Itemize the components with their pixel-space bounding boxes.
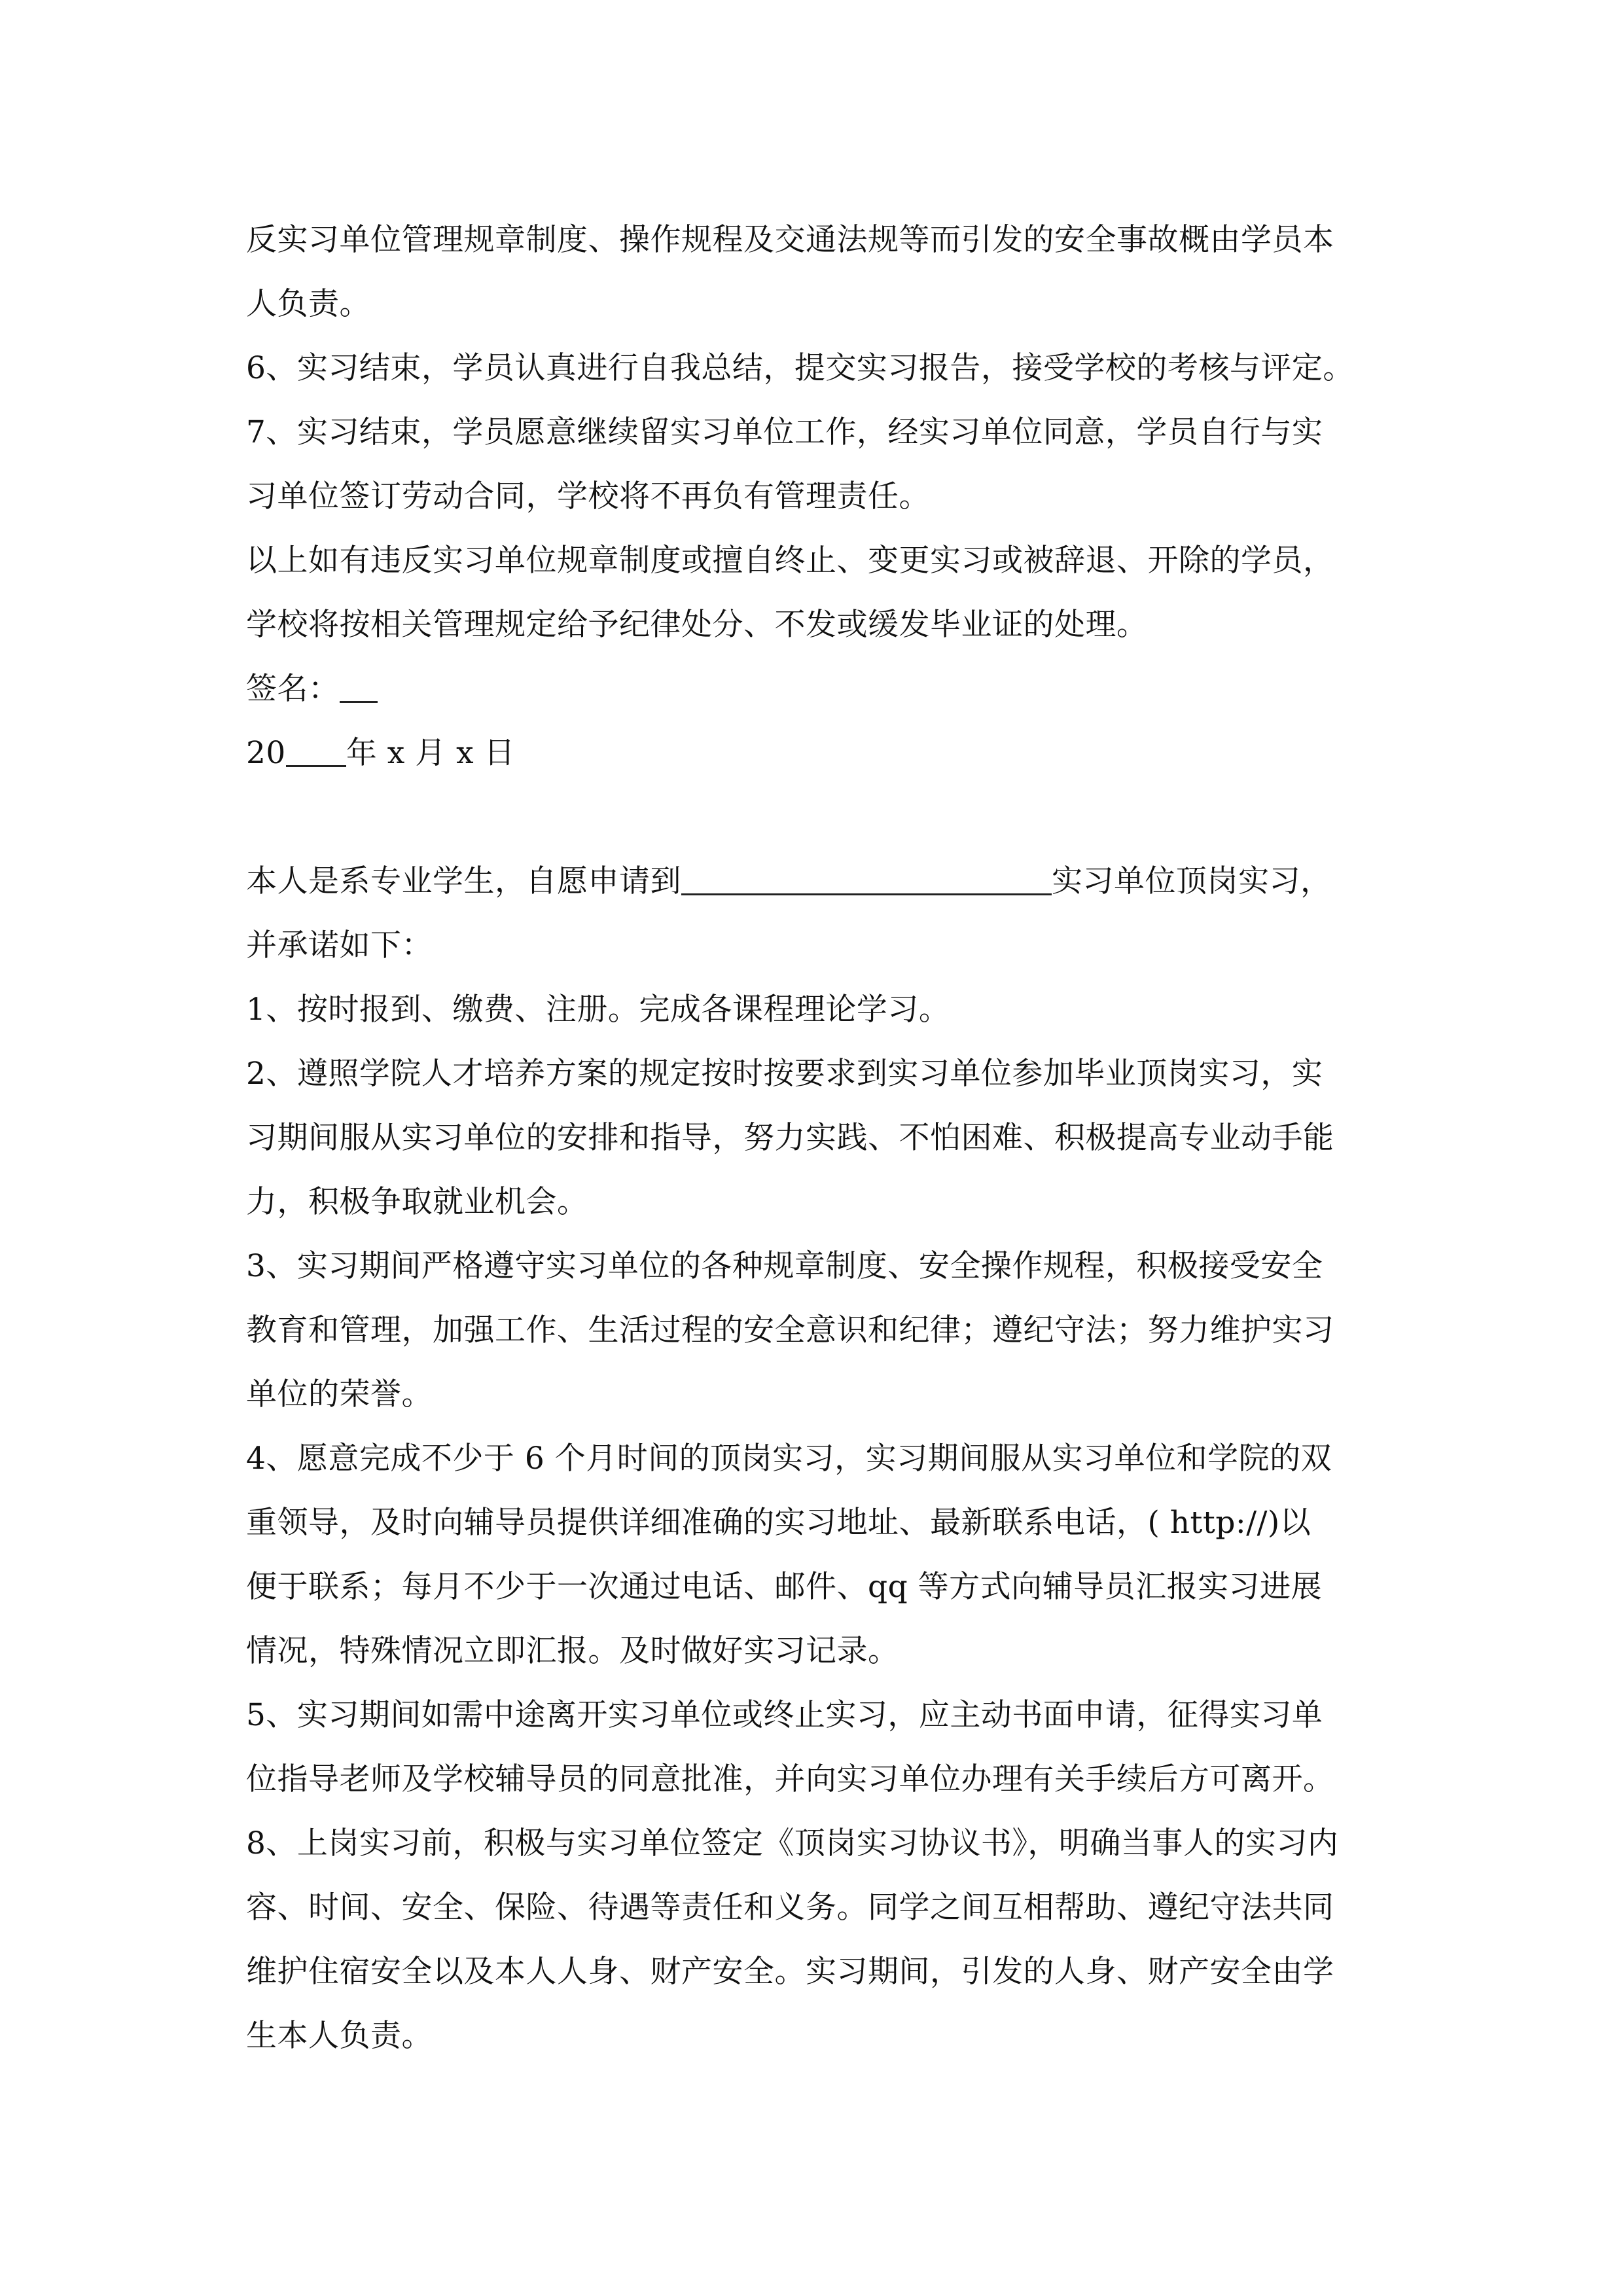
paragraph-line: 情况，特殊情况立即汇报。及时做好实习记录。 [246, 1633, 899, 1669]
paragraph-line: 6、实习结束，学员认真进行自我总结，提交实习报告，接受学校的考核与评定。 [246, 350, 1354, 386]
paragraph-line: 重领导，及时向辅导员提供详细准确的实习地址、最新联系电话，( http://)以 [246, 1505, 1311, 1541]
signature-line [246, 657, 1398, 721]
paragraph-line: 4、愿意完成不少于 6 个月时间的顶岗实习，实习期间服从实习单位和学院的双 [246, 1441, 1332, 1477]
paragraph-line: 5、实习期间如需中途离开实习单位或终止实习，应主动书面申请，征得实习单 [246, 1697, 1323, 1733]
paragraph-line: 7、实习结束，学员愿意继续留实习单位工作，经实习单位同意，学员自行与实 [246, 414, 1323, 450]
paragraph-line: 1、按时报到、缴费、注册。完成各课程理论学习。 [246, 992, 950, 1028]
paragraph-line: 3、实习期间严格遵守实习单位的各种规章制度、安全操作规程，积极接受安全 [246, 1248, 1323, 1284]
paragraph-line: 习单位签订劳动合同，学校将不再负有管理责任。 [246, 478, 930, 514]
year-blank[interactable] [286, 726, 346, 767]
intro-text-before: 本人是系专业学生，自愿申请到 [246, 863, 681, 899]
intro-text-after: 实习单位顶岗实习， [1052, 863, 1332, 899]
paragraph-line: 反实习单位管理规章制度、操作规程及交通法规等而引发的安全事故概由学员本 [246, 222, 1334, 258]
paragraph-line: 学校将按相关管理规定给予纪律处分、不发或缓发毕业证的处理。 [246, 607, 1148, 643]
paragraph-line: 便于联系；每月不少于一次通过电话、邮件、qq 等方式向辅导员汇报实习进展 [246, 1569, 1323, 1605]
date-line [246, 721, 1398, 785]
section-gap [246, 785, 1398, 850]
internship-unit-blank[interactable] [681, 854, 1052, 895]
paragraph-line: 生本人负责。 [246, 2018, 433, 2054]
date-prefix: 20 [246, 735, 286, 771]
intro-line [246, 850, 1398, 914]
paragraph-line: 人负责。 [246, 286, 370, 322]
paragraph-line: 教育和管理，加强工作、生活过程的安全意识和纪律；遵纪守法；努力维护实习 [246, 1312, 1334, 1348]
paragraph-line: 单位的荣誉。 [246, 1376, 433, 1412]
paragraph-line: 习期间服从实习单位的安排和指导，努力实践、不怕困难、积极提高专业动手能 [246, 1120, 1334, 1156]
paragraph-line: 以上如有违反实习单位规章制度或擅自终止、变更实习或被辞退、开除的学员， [246, 543, 1334, 579]
paragraph-line: 力，积极争取就业机会。 [246, 1184, 588, 1220]
paragraph-line: 8、上岗实习前，积极与实习单位签定《顶岗实习协议书》，明确当事人的实习内 [246, 1825, 1339, 1861]
paragraph-line: 容、时间、安全、保险、待遇等责任和义务。同学之间互相帮助、遵纪守法共同 [246, 1890, 1334, 1926]
paragraph-line: 2、遵照学院人才培养方案的规定按时按要求到实习单位参加毕业顶岗实习，实 [246, 1056, 1323, 1092]
date-suffix: 年 x 月 x 日 [346, 735, 516, 771]
paragraph-line: 位指导老师及学校辅导员的同意批准，并向实习单位办理有关手续后方可离开。 [246, 1761, 1334, 1797]
document-body [246, 208, 1398, 2068]
paragraph-line: 并承诺如下： [246, 927, 433, 963]
signature-label: 签名： [246, 671, 340, 707]
paragraph-line: 维护住宿安全以及本人人身、财产安全。实习期间，引发的人身、财产安全由学 [246, 1954, 1334, 1990]
signature-blank[interactable] [340, 662, 378, 703]
